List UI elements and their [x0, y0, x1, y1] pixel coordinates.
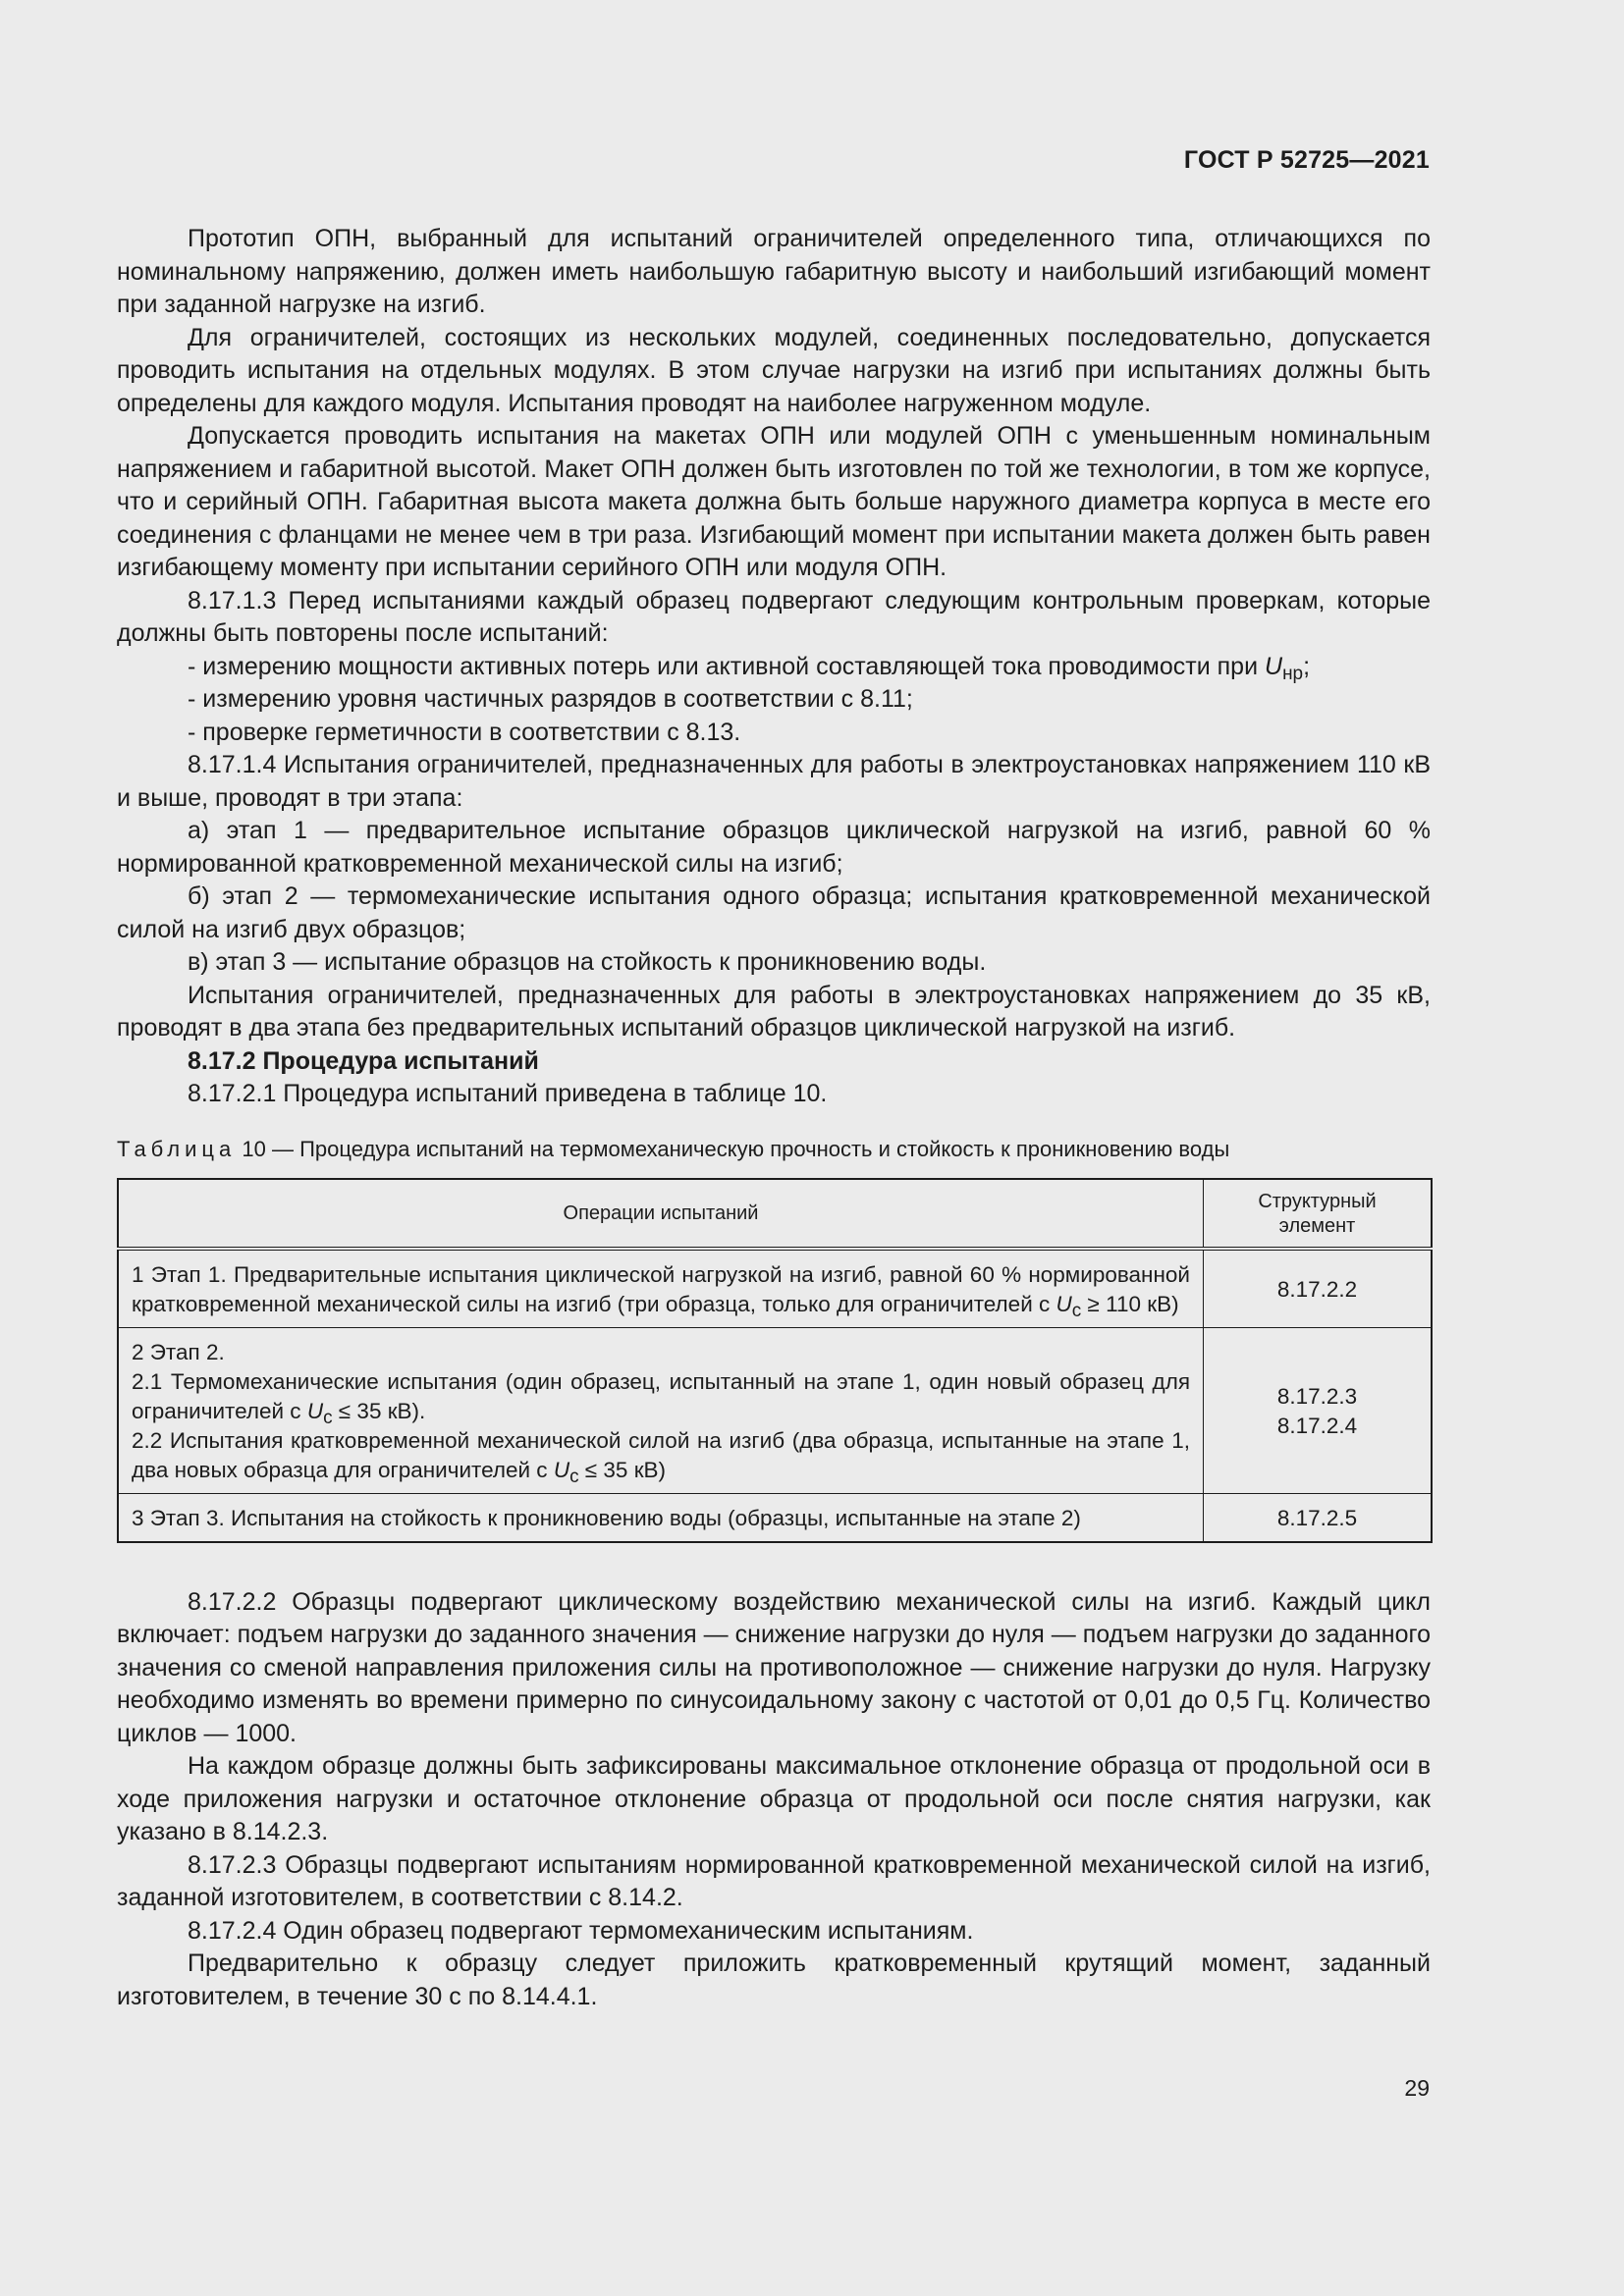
operation-line — [132, 1504, 1190, 1533]
table-caption — [117, 1135, 1431, 1164]
variable-symbol: U — [1056, 1291, 1072, 1316]
table-caption-text: 10 — Процедура испытаний на термомеханическую прочность и стойкость к проникновению воды — [242, 1136, 1230, 1161]
body-paragraph — [117, 1948, 1431, 2013]
table-row — [118, 1249, 1432, 1328]
clause-reference: 8.17.2.5 — [1276, 1505, 1358, 1530]
clause-reference: 8.17.2.4 — [1276, 1413, 1358, 1438]
table-row — [118, 1493, 1432, 1542]
variable-subscript: c — [323, 1407, 333, 1428]
variable-subscript: c — [569, 1466, 579, 1487]
operation-text: 2.2 Испытания кратковременной механической силой на изгиб (два образца, испытанные на этапе 1, два новых образца для ограничителей с — [132, 1427, 1190, 1482]
paragraph-text: а) этап 1 — предварительное испытание образцов циклической нагрузкой на изгиб, равной 60 % нормированной кратковременной механической силы на изгиб; — [117, 817, 1431, 878]
paragraphs-before-table — [117, 223, 1431, 1111]
paragraph-text: 8.17.2.3 Образцы подвергают испытаниям нормированной кратковременной механической силой на изгиб, заданной изготовителем, в соответствии с 8.14.2. — [117, 1850, 1431, 1911]
table-body — [118, 1249, 1432, 1542]
document-body — [117, 223, 1431, 2013]
operation-text: 1 Этап 1. Предварительные испытания циклической нагрузкой на изгиб, равной 60 % нормированной кратковременной механической силы на изгиб (три образца, только для ограничителей с — [132, 1261, 1190, 1316]
operation-text: ≤ 35 кВ). — [332, 1398, 426, 1423]
operation-text: ≥ 110 кВ) — [1081, 1291, 1179, 1316]
body-paragraph — [117, 1915, 1431, 1949]
body-paragraph — [117, 420, 1431, 585]
paragraph-text: в) этап 3 — испытание образцов на стойкость к проникновению воды. — [188, 948, 987, 976]
structural-element-cell — [1204, 1327, 1433, 1493]
body-paragraph — [117, 1750, 1431, 1849]
paragraph-text: б) этап 2 — термомеханические испытания одного образца; испытания кратковременной механической силой на изгиб двух образцов; — [117, 882, 1431, 943]
variable-symbol: U — [553, 1457, 570, 1482]
table-row — [118, 1327, 1432, 1493]
paragraph-text: Прототип ОПН, выбранный для испытаний ограничителей определенного типа, отличающихся по номинальному напряжению, должен иметь наибольшую габаритную высоту и наибольший изгибающий момент при заданной нагрузке на изгиб. — [117, 225, 1431, 318]
operation-text: 2.1 Термомеханические испытания (один образец, испытанный на этапе 1, один новый образец для ограничителей с — [132, 1368, 1190, 1423]
paragraphs-after-table — [117, 1586, 1431, 2014]
body-paragraph — [117, 651, 1431, 684]
body-paragraph — [117, 322, 1431, 421]
operation-line — [132, 1426, 1190, 1485]
operations-cell — [118, 1327, 1204, 1493]
operation-line — [132, 1367, 1190, 1426]
body-paragraph — [117, 881, 1431, 946]
page-number: 29 — [1404, 2075, 1430, 2101]
header-operations: Операции испытаний — [118, 1179, 1204, 1249]
paragraph-text: На каждом образце должны быть зафиксированы максимальное отклонение образца от продольной оси в ходе приложения нагрузки и остаточное отклонение образца от продольной оси после снятия нагрузки, как указано в 8.14.2.3. — [117, 1752, 1431, 1845]
paragraph-text: 8.17.1.3 Перед испытаниями каждый образец подвергают следующим контрольным проверкам, которые должны быть повторены после испытаний: — [117, 586, 1431, 647]
structural-element-cell — [1204, 1493, 1433, 1542]
body-paragraph — [117, 223, 1431, 322]
operation-text: ≤ 35 кВ) — [578, 1457, 667, 1482]
operation-text: 2 Этап 2. — [132, 1339, 225, 1364]
paragraph-text: 8.17.2.4 Один образец подвергают термомеханическим испытаниям. — [188, 1916, 974, 1945]
header-structural-element — [1204, 1179, 1433, 1249]
operations-cell — [118, 1493, 1204, 1542]
operation-text: 3 Этап 3. Испытания на стойкость к проникновению воды (образцы, испытанные на этапе 2) — [132, 1505, 1081, 1530]
body-paragraph — [117, 946, 1431, 980]
document-code-header: ГОСТ Р 52725—2021 — [1183, 146, 1430, 174]
body-paragraph — [117, 1849, 1431, 1915]
body-paragraph — [117, 585, 1431, 651]
structural-element-cell — [1204, 1249, 1433, 1328]
body-paragraph — [117, 1045, 1431, 1079]
table-header-row — [118, 1179, 1432, 1249]
paragraph-text: - проверке герметичности в соответствии с 8.13. — [188, 718, 741, 746]
operation-line — [132, 1260, 1190, 1319]
operations-cell — [118, 1249, 1204, 1328]
variable-subscript: нр — [1282, 663, 1304, 684]
body-paragraph — [117, 749, 1431, 815]
paragraph-text: 8.17.1.4 Испытания ограничителей, предназначенных для работы в электроустановках напряжением 110 кВ и выше, проводят в три этапа: — [117, 751, 1431, 812]
variable-symbol: U — [1265, 652, 1283, 680]
paragraph-text: Испытания ограничителей, предназначенных для работы в электроустановках напряжением до 35 кВ, проводят в два этапа без предварительных испытаний образцов циклической нагрузкой на изгиб. — [117, 981, 1431, 1041]
variable-symbol: U — [306, 1398, 324, 1423]
variable-subscript: c — [1071, 1300, 1082, 1321]
paragraph-text: 8.17.2 Процедура испытаний — [188, 1046, 539, 1075]
paragraph-text: 8.17.2.2 Образцы подвергают циклическому воздействию механической силы на изгиб. Каждый цикл включает: подъем нагрузки до заданного значения — снижение нагрузки до нуля — подъем нагрузки до заданного значения со сменой направления приложения силы на противоположное — снижение нагрузки до нуля. Нагрузку необходимо изменять во времени примерно по синусоидальному закону с частотой от 0,01 до 0,5 Гц. Количество циклов — 1000. — [117, 1587, 1431, 1747]
paragraph-text: Допускается проводить испытания на макетах ОПН или модулей ОПН с уменьшенным номинальным напряжением и габаритной высотой. Макет ОПН должен быть изготовлен по той же технологии, в том же корпусе, что и серийный ОПН. Габаритная высота макета должна быть больше наружного диаметра корпуса в месте его соединения с фланцами не менее чем в три раза. Изгибающий момент при испытании макета должен быть равен изгибающему моменту при испытании серийного ОПН или модуля ОПН. — [117, 422, 1431, 581]
paragraph-text: 8.17.2.1 Процедура испытаний приведена в таблице 10. — [188, 1080, 828, 1107]
paragraph-text: Предварительно к образцу следует приложить кратковременный крутящий момент, заданный изготовителем, в течение 30 с по 8.14.4.1. — [117, 1949, 1431, 2010]
header-ref-line-2: элемент — [1278, 1214, 1356, 1237]
body-paragraph — [117, 815, 1431, 881]
clause-reference: 8.17.2.3 — [1276, 1383, 1358, 1409]
body-paragraph — [117, 980, 1431, 1045]
body-paragraph — [117, 683, 1431, 717]
clause-reference: 8.17.2.2 — [1276, 1276, 1358, 1302]
paragraph-text: - измерению уровня частичных разрядов в соответствии с 8.11; — [188, 685, 913, 713]
paragraph-tail: ; — [1303, 652, 1311, 680]
table-caption-word: Таблица — [117, 1136, 237, 1161]
operation-line — [132, 1338, 1190, 1367]
body-paragraph — [117, 1078, 1431, 1111]
paragraph-text: - измерению мощности активных потерь или активной составляющей тока проводимости при — [188, 652, 1265, 680]
body-paragraph — [117, 717, 1431, 750]
header-ref-line-1: Структурный — [1258, 1190, 1377, 1212]
procedure-table — [117, 1178, 1433, 1543]
paragraph-text: Для ограничителей, состоящих из нескольких модулей, соединенных последовательно, допускается проводить испытания на отдельных модулях. В этом случае нагрузки на изгиб при испытаниях должны быть определены для каждого модуля. Испытания проводят на наиболее нагруженном модуле. — [117, 323, 1431, 417]
body-paragraph — [117, 1586, 1431, 1751]
